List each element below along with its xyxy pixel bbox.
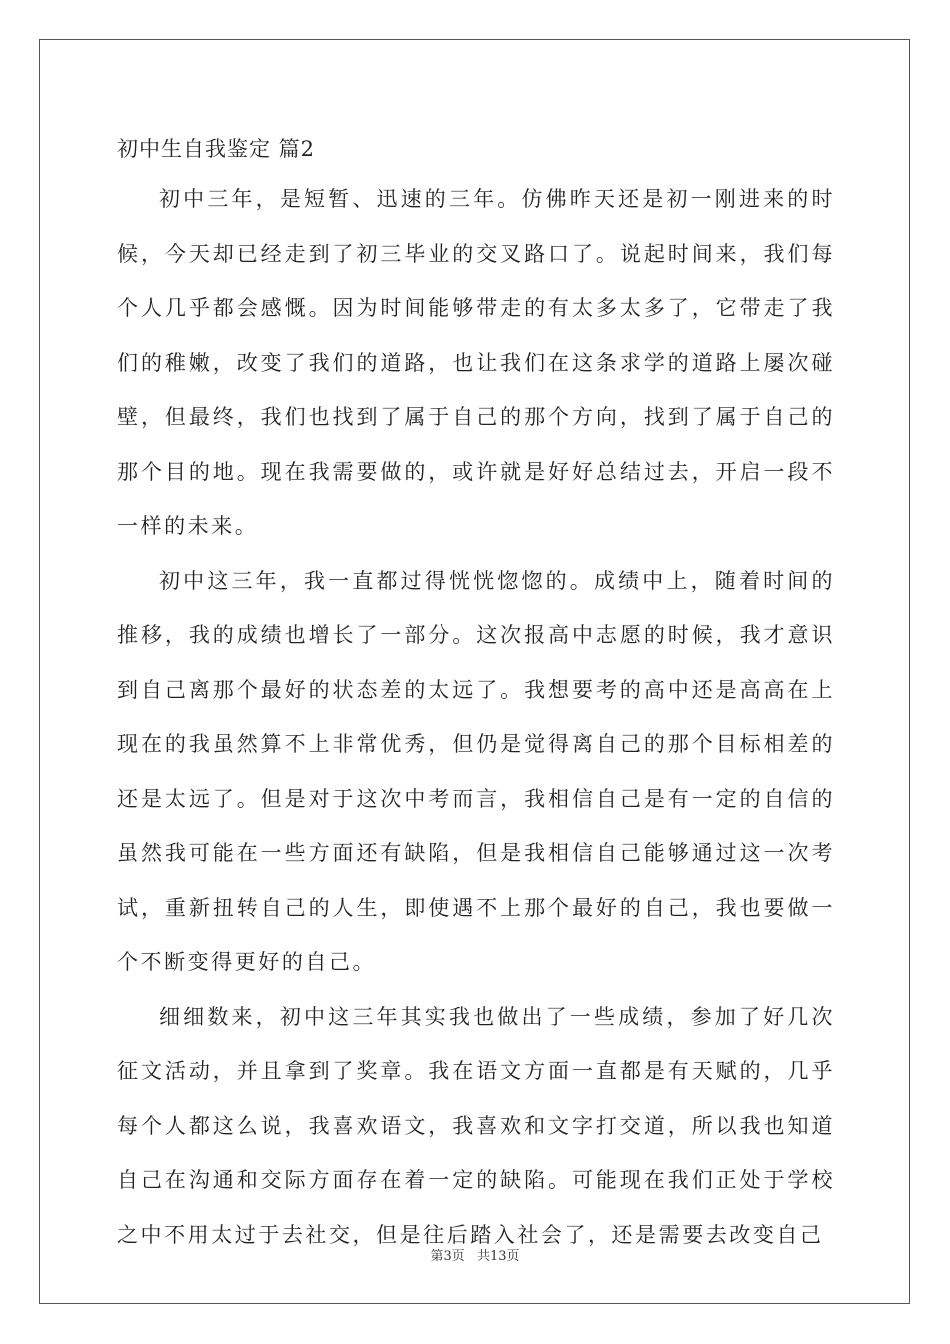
paragraph: 细细数来，初中这三年其实我也做出了一些成绩，参加了好几次征文活动，并且拿到了奖章。我在语文方面一直都是有天赋的，几乎每个人都这么说，我喜欢语文，我喜欢和文字打交道，所以我也知道自己在沟通和交际方面存在着一定的缺陷。可能现在我们正处于学校之中不用太过于去社交，但是往后踏入社会了，还是需要去改变自己 xyxy=(117,1004,835,1247)
paragraph: 初中这三年，我一直都过得恍恍惚惚的。成绩中上，随着时间的推移，我的成绩也增长了一部分。这次报高中志愿的时候，我才意识到自己离那个最好的状态差的太远了。我想要考的高中还是高高在上现在的我虽然算不上非常优秀，但仍是觉得离自己的那个目标相差的还是太远了。但是对于这次中考而言，我相信自己是有一定的自信的虽然我可能在一些方面还有缺陷，但是我相信自己能够通过这一次考试，重新扭转自己的人生，即使遇不上那个最好的自己，我也要做一个不断变得更好的自己。 xyxy=(117,568,835,974)
page-total: 共13页 xyxy=(476,1249,520,1264)
page-footer xyxy=(0,1245,950,1264)
document-body xyxy=(117,128,835,1262)
document-heading: 初中生自我鉴定 篇2 xyxy=(117,137,316,161)
paragraph: 初中三年，是短暂、迅速的三年。仿佛昨天还是初一刚进来的时候，今天却已经走到了初三毕业的交叉路口了。说起时间来，我们每个人几乎都会感慨。因为时间能够带走的有太多太多了，它带走了我们的稚嫩，改变了我们的道路，也让我们在这条求学的道路上屡次碰壁，但最终，我们也找到了属于自己的那个方向，找到了属于自己的那个目的地。现在我需要做的，或许就是好好总结过去，开启一段不一样的未来。 xyxy=(117,187,835,538)
page-number: 第3页 xyxy=(430,1249,465,1264)
